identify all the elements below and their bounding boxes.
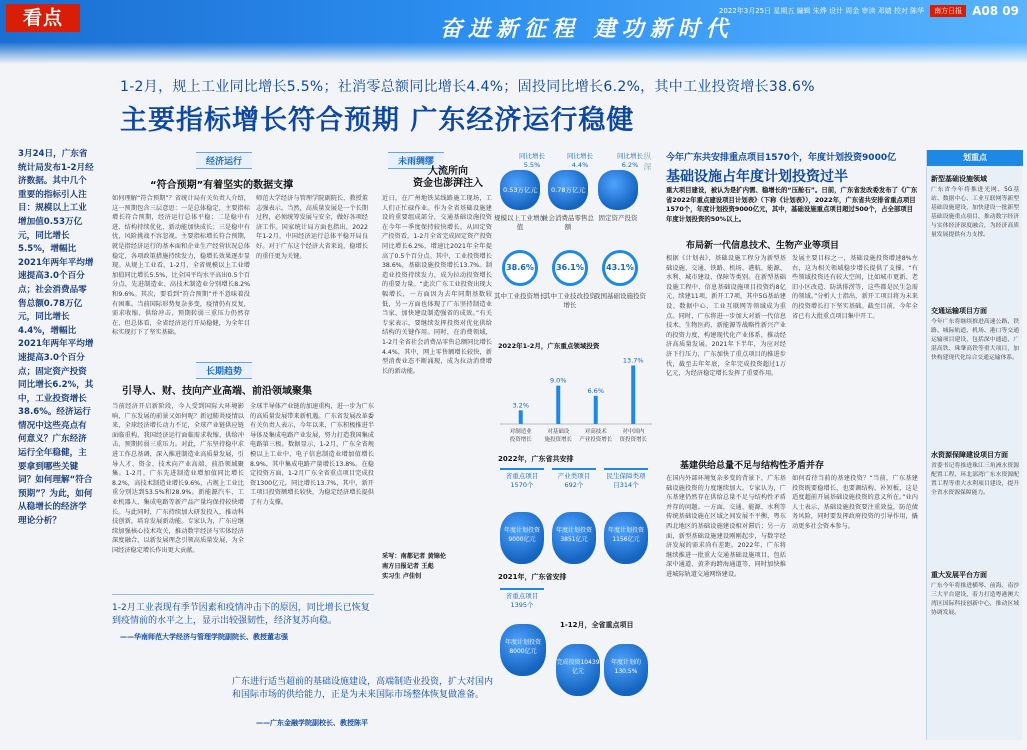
col1-subtitle: “符合预期”有着坚实的数据支撑 [150,180,294,191]
sidebar-text-2: 今年广东将继续推进高速公路、铁路、城际轨道、机场、港口等交通运输项目建设，包括深中通道、广湛高铁、珠肇高铁等重大项目，加快构建现代化综合交通运输体系。 [931,319,1019,361]
ring-label: 其中工业技改投资增长 [544,292,596,309]
completed-investment: 完成投资10439亿元 [556,659,600,675]
money-bag-icon [552,512,596,564]
sidebar-head: 划重点 [927,150,1023,166]
project-count-2021: 省重点项目1395个 [500,588,544,610]
chart-value-label: 6.6% [587,386,605,395]
section-tag: 看点 [6,4,80,32]
bag-value: 0.53万亿元 [503,186,537,194]
section-title-forward: 未雨绸缪 [388,152,444,169]
sidebar-text-3: 省委书记将推进珠江三角洲水资源配置工程、环北部湾广东水资源配置工程等重大水利项目建设，提升全省水资源保障能力。 [931,463,1019,496]
col3-subtitle: 人流所向 资金也澎湃注入 [413,166,483,189]
bag-pct: 同比增长4.4% [567,152,593,169]
right-sec2-title: 基建供给总量不足与结构性矛盾并存 [680,461,825,471]
slogan: 奋进新征程 建功新时代 [440,16,734,42]
project-count: 民生保障类项目314个 [604,468,648,498]
plan-investment-2021: 年度计划投资8000亿元 [504,639,541,655]
chart-value-label: 3.2% [512,401,530,410]
masthead [719,4,1019,18]
col2-body: 师范大学经济与管理学院副院长、教授董志强表示。当然，高质量发展是一个长期过程，必须统筹发展与安全，做好各项经济工作。国家统计局方面也指出，2022年1-2月，中国经济运行总体平稳开局良好。对于广东这个经济大省来说，稳增长的重任更为关键。 [256,195,368,260]
divider [112,594,374,595]
credit-writer: 采写：南都记者 黄锦伦 [382,553,447,560]
project-count: 产业类项目692个 [552,468,596,498]
plan-investment: 年度计划投资1156亿元 [607,527,644,543]
chart-value-label: 9.0% [549,376,567,385]
sidebar-title-3: 水资源保障建设项目方面 [931,451,1008,459]
sidebar-title-1: 新型基础设施领域 [931,175,987,183]
chart-value-label: 13.7% [622,356,644,365]
chart-category-label: 投资增长 [509,437,532,443]
right-headline: 基础设施占年度计划投资过半 [666,169,848,185]
right-lead: 重大项目建设，被认为是扩内需、稳增长的“压舱石”。日前，广东省发改委发布了《广东省2022年重点建设项目计划表》（下称《计划表》），2022年，广东省共安排省重点项目1570个，年度计划投资9000亿元，其中，基础设施重点项目超过500个，占全部项目年度计划投资的50%以上。 [666,186,918,223]
bag-label: 社会消费品零售总额 [542,214,594,231]
bag-value: 0.78万亿元 [551,186,585,194]
lower-body-1: 当前经济开启新阶段，今人受到国际大环境影响，广东发展的前景又如何呢？新冠肺炎疫情以来，全球经济增长动力不足，全球产业链供应链面临重构，我国经济运行面临需求收缩、供给冲击、预期转弱三重压力。对此，广东坚持稳中求进工作总基调，深入推进制造业高质量发展，引导人才、资金、技术向产业高端、前沿领域聚集。1-2月，广东先进制造业增加值同比增长8.2%，高技术制造业增长9.6%，占规上工业比重分别达到53.5%和28.9%。新能源汽车、工业机器人、集成电路等新产品产量均保持较快增长。与此同时，广东持续加大研发投入，推动科技创新，培育发展新动能。专家认为，广东应继续加强核心技术攻关，推动数字经济与实体经济深度融合，以新发展理念引领高质量发展，为全国经济稳定增长作出更大贡献。 [112,403,244,554]
masthead-badge: 南方日报 [930,5,966,17]
chart-category-label: 施投资增长 [544,437,573,443]
lead-summary: 3月24日，广东省统计局发布1-2月经济数据。其中几个重要的指标引人注目：规模以上工业增加值0.53万亿元，同比增长5.5%，增幅比2021年两年平均增速提高3.0个百分点；社会消费品零售总额0.78万亿元，同比增长4.4%，增幅比2021年两年平均增速提高3.0个百分点；固定资产投资同比增长6.2%，其中，工业投资增长38.6%。经济运行情况中这些亮点有何意义？广东经济运行全年稳健，主要拿到哪些关键词？如何理解“符合预期”？为此，如何从稳增长的经济学理论分析？ [18,149,94,527]
byline-mark: 纵 深 [643,152,652,171]
lower-body-2: 全球半导体产业链的加速重构，进一步为广东的高质量发展带来新机遇。广东省发展改革委有关负责人表示，今年以来，广东积极推进半导体及集成电路产业发展，努力打造我国集成电路第三极。数据显示，1-2月，广东全省规模以上工业中，电子信息制造业增加值增长8.9%，其中集成电路产量增长13.8%。在稳定投资方面，1-2月广东全省重点项目完成投资1300亿元，同比增长13.7%，其中，新开工项目投资额增长较快，为稳定经济增长提供了有力支撑。 [250,403,374,506]
right-col2-body: 发展主要目标之一，基础设施投资增速8%左右，这为相关领域稳步增长提供了支撑。“有些领域投资还有较大空间，比如城市更新、老旧小区改造、防洪排涝等，这些都是民生急需的领域。”分析人士指出，新开工项目将为未来的投资增长打下坚实基础。截至目前，今年全省已有大批重点项目集中开工。 [792,255,918,320]
money-bag-icon [548,170,588,210]
bag-pct: 同比增长5.5% [519,152,545,169]
chart-category-label: 对制造业 [509,429,532,435]
money-bag-icon [598,170,638,210]
ring-label: 其中工业投资增长 [494,292,546,300]
money-bag-icon [604,644,648,696]
bag-label: 固定资产投资 [598,214,638,222]
percent-ring: 43.1% [602,250,638,286]
money-bag-icon [604,512,648,564]
chart-category-label: 对中国内 [622,429,645,435]
sidebar-text-1: 广东省今年将推进光网、5G基站、数据中心、工业互联网等新型基础设施建设，加快建设一批新型基础设施重点项目，推动数字经济与实体经济深度融合，为经济高质量发展提供有力支撑。 [931,187,1019,238]
percent-ring: 38.6% [502,250,538,286]
chart-bar [631,366,635,424]
col1-body: 如何理解“符合预期”？省统计局有关负责人介绍，这一预期包含三层意思：一是总体稳定，主要指标增长符合预期，经济运行总体平稳；二是稳中有进，结构持续优化，新动能加快成长；三是稳中有忧，风险挑战不容忽视。主要指标增长符合预期，就是指经济运行的基本面和企业生产经营状况总体稳定，各项政策措施持续发力，稳增长效果逐步显现。从规上工业看，1-2月，全省规模以上工业增加值同比增长5.5%，比全国平均水平高出0.5个百分点，先进制造业、高技术制造业分别增长8.2%和9.6%。其次，要看到“符合预期”并不意味着没有困难。当前国际形势复杂多变，疫情仍有反复，需求收缩、供给冲击、预期转弱三重压力仍然存在，但总体看，全省经济运行开局稳健，为全年目标实现打下了坚实基础。 [112,195,250,337]
key-points-sidebar [926,150,1022,740]
subheadline: 1-2月，规上工业同比增长5.5%；社消零总额同比增长4.4%；固投同比增长6.2%，其中工业投资增长38.6% [120,79,815,95]
right-col2-body-2: 如何看待当前的基建投资？“当前，广东基建投资既要稳增长，也要调结构、补短板，这是适度超前开展基础设施投资的意义所在。”业内人士表示，基础设施投资要注重效益，防范债务风险，同时要发挥政府投资的引导作用，撬动更多社会资本参与。 [792,475,918,530]
money-bag-icon [500,512,544,564]
info-2021-title: 2021年，广东省安排 [498,573,567,581]
info-2021-done-title: 1-12月，全省重点项目 [560,621,634,629]
right-sec1-body: 根据《计划表》，基础设施工程分为新型基础设施、交通、铁路、机场、港航、能源、水利、城市建设、保障等类别。在新型基础设施工程中，信息基础设施项目投资约8亿元，续建11项，新开工7项，其中5G基站建设、数据中心、工业互联网等领域成为重点。同时，广东将进一步加大对新一代信息技术、生物医药、新能源等战略性新兴产业的投资力度，构建现代化产业体系，推动经济高质量发展。2021年下半年，为应对经济下行压力，广东加快了重点项目的推进步伐，截至去年年底，全年完成投资超过1万亿元，为经济稳定增长发挥了重要作用。 [666,255,786,378]
quote-2-source: ——广东金融学院副校长、教授陈平 [256,719,368,727]
right-subheadline: 今年广东共安排重点项目1570个，年度计划投资9000亿 [666,153,897,163]
right-sec2-body: 在国内外部环境复杂多变的背景下，广东基础设施投资的力度继续加大。专家认为，广东基建仍然存在供给总量不足与结构性矛盾并存的问题。一方面，交通、能源、水利等传统基础设施在区域之间发展不平衡，粤东西北地区的基础设施建设相对滞后；另一方面，新型基础设施建设刚刚起步，与数字经济发展的需求尚有差距。2022年，广东将继续推进一批重大交通基础设施项目，包括深中通道、黄茅海跨海通道等，同时加快推进城际轨道交通网络建设。 [666,475,786,578]
percent-ring: 36.1% [552,250,588,286]
money-bag-icon [556,644,600,696]
masthead-date: 2022年3月25日 星期五 編辑 朱烨 设计 周金 审读 邓婧 校对 陈华 [718,7,925,15]
chart-category-label: 产业投资增长 [579,437,613,443]
money-bag-icon [500,170,540,210]
plan-investment: 年度计划投资3851亿元 [555,527,592,543]
quote-1: 1-2月工业表现有季节因素和疫情冲击下的原因，同比增长已恢复到疫情前的水平之上，显示出较强韧性，经济复苏向稳。 [112,603,370,626]
right-sec1-title: 布局新一代信息技术、生物产业等项目 [686,241,840,251]
sidebar-title-4: 重大发展平台方面 [931,571,987,579]
sidebar-text-4: 广东今年将推进横琴、前海、南沙三大平台建设，着力打造粤港澳大湾区国际科技创新中心，推动区域协调发展。 [931,583,1019,616]
money-bag-icon [500,624,546,676]
col3-body: 近日，在广州地铁某线路施工现场，工人们正忙碌作业。作为全省基础设施建设的重要组成部分，交通基础设施投资在今年一季度保持较快增长。从固定资产投资看，1-2月全省完成固定资产投资同比增长6.2%，增速比2021年全年提高了0.5个百分点。其中，工业投资增长38.6%，基础设施投资增长13.7%。制造业投资持续发力，成为拉动投资增长的重要力量。“此次广东工业投资出现大幅增长，一方面因为去年同期基数较低，另一方面也体现了广东坚持制造业当家、加快建设制造强省的成效。”有关专家表示，要继续发挥投资对优化供给结构的关键作用。同时，在消费领域，1-2月全省社会消费品零售总额同比增长4.4%，其中，网上零售额增长较快，新型消费业态不断涌现，成为拉动消费增长的新动能。 [382,195,492,375]
lower-subtitle: 引导人、财、技向产业高端、前沿领域聚集 [122,386,312,397]
section-title-economy: 经济运行 [196,152,252,169]
bag-label: 规模以上工业增加值 [494,214,546,231]
project-count: 省重点项目1570个 [500,468,544,498]
headline: 主要指标增长符合预期 广东经济运行稳健 [120,105,635,136]
page-number: A08 09 [972,4,1019,18]
chart-category-label: 对高技术 [584,429,607,435]
chart-bar [519,410,523,424]
ring-label: 我国基础设施投资 [594,292,646,300]
chart-category-label: 对基础设 [547,429,570,435]
quote-2: 广东进行适当超前的基础设施建设，高端制造业投资，扩大对国内和国际市场的供给能力，正是为未来国际市场整体恢复做准备。 [232,677,494,700]
credit-intern: 实习生 卢佳钊 [382,573,422,580]
info-2022-title: 2022年，广东省共安排 [498,455,574,463]
chart-category-label: 资投资增长 [619,437,648,443]
plan-investment: 年度计划投资9000亿元 [503,527,540,543]
credit-reporter: 南方日报记者 王彪 [382,563,434,570]
chart-title: 2022年1-2月，广东重点领域投资 [498,342,600,350]
section-title-trend: 长期趋势 [196,362,252,379]
chart-bar [556,386,560,424]
investment-bar-chart [496,338,656,450]
completed-investment: 年度计划的130.5% [610,659,641,675]
sidebar-title-2: 交通运输项目方面 [931,307,987,315]
chart-bar [594,396,598,424]
quote-1-source: ——华南师范大学经济与管理学院副院长、教授董志强 [120,633,288,641]
bag-pct: 同比增长6.2% [617,152,643,169]
